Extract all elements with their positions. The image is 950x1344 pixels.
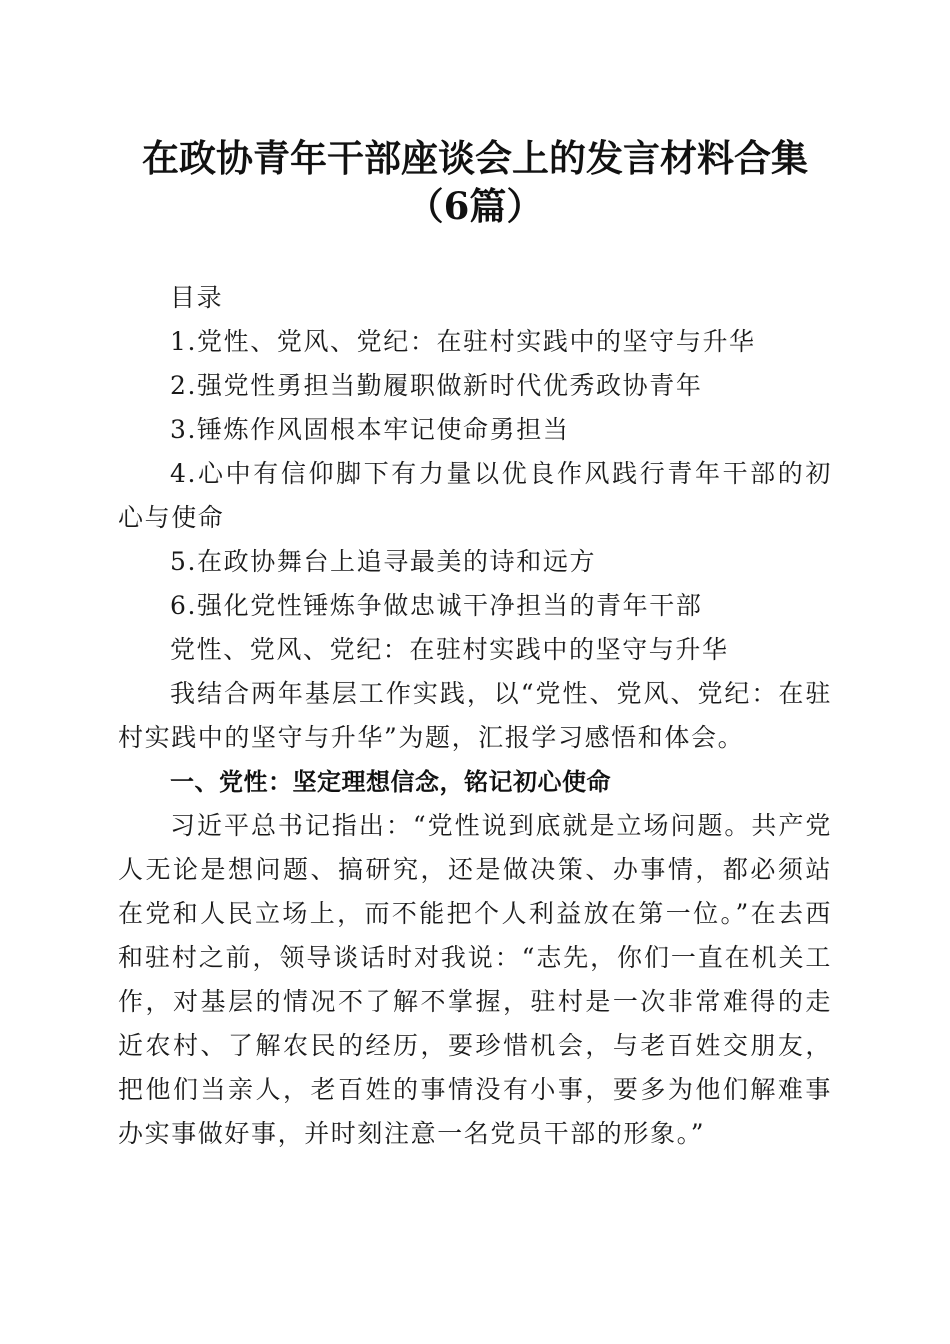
toc-item-5: 5.在政协舞台上追寻最美的诗和远方 (170, 547, 597, 576)
toc-item-2: 2.强党性勇担当勤履职做新时代优秀政协青年 (170, 371, 703, 400)
document-body (118, 276, 832, 1156)
toc-item-3: 3.锤炼作风固根本牢记使命勇担当 (170, 415, 570, 444)
toc-label: 目录 (170, 283, 224, 312)
toc-item-6: 6.强化党性锤炼争做忠诚干净担当的青年干部 (170, 591, 703, 620)
toc-item-1: 1.党性、党风、党纪：在驻村实践中的坚守与升华 (170, 327, 756, 356)
article-title: 党性、党风、党纪：在驻村实践中的坚守与升华 (170, 635, 729, 664)
intro-paragraph: 我结合两年基层工作实践，以“党性、党风、党纪：在驻村实践中的坚守与升华”为题，汇报学习感悟和体会。 (118, 679, 832, 752)
toc-item-4: 4.心中有信仰脚下有力量以优良作风践行青年干部的初心与使命 (118, 459, 832, 532)
section-heading-1: 一、党性：坚定理想信念，铭记初心使命 (170, 768, 611, 796)
section-1-paragraph: 习近平总书记指出：“党性说到底就是立场问题。共产党人无论是想问题、搞研究，还是做决策、办事情，都必须站在党和人民立场上，而不能把个人利益放在第一位。”在去西和驻村之前，领导谈话时对我说：“志先，你们一直在机关工作，对基层的情况不了解不掌握，驻村是一次非常难得的走近农村、了解农民的经历，要珍惜机会，与老百姓交朋友，把他们当亲人，老百姓的事情没有小事，要多为他们解难事办实事做好事，并时刻注意一名党员干部的形象。” (118, 811, 832, 1148)
document-title: 在政协青年干部座谈会上的发言材料合集（6篇） (142, 136, 808, 228)
